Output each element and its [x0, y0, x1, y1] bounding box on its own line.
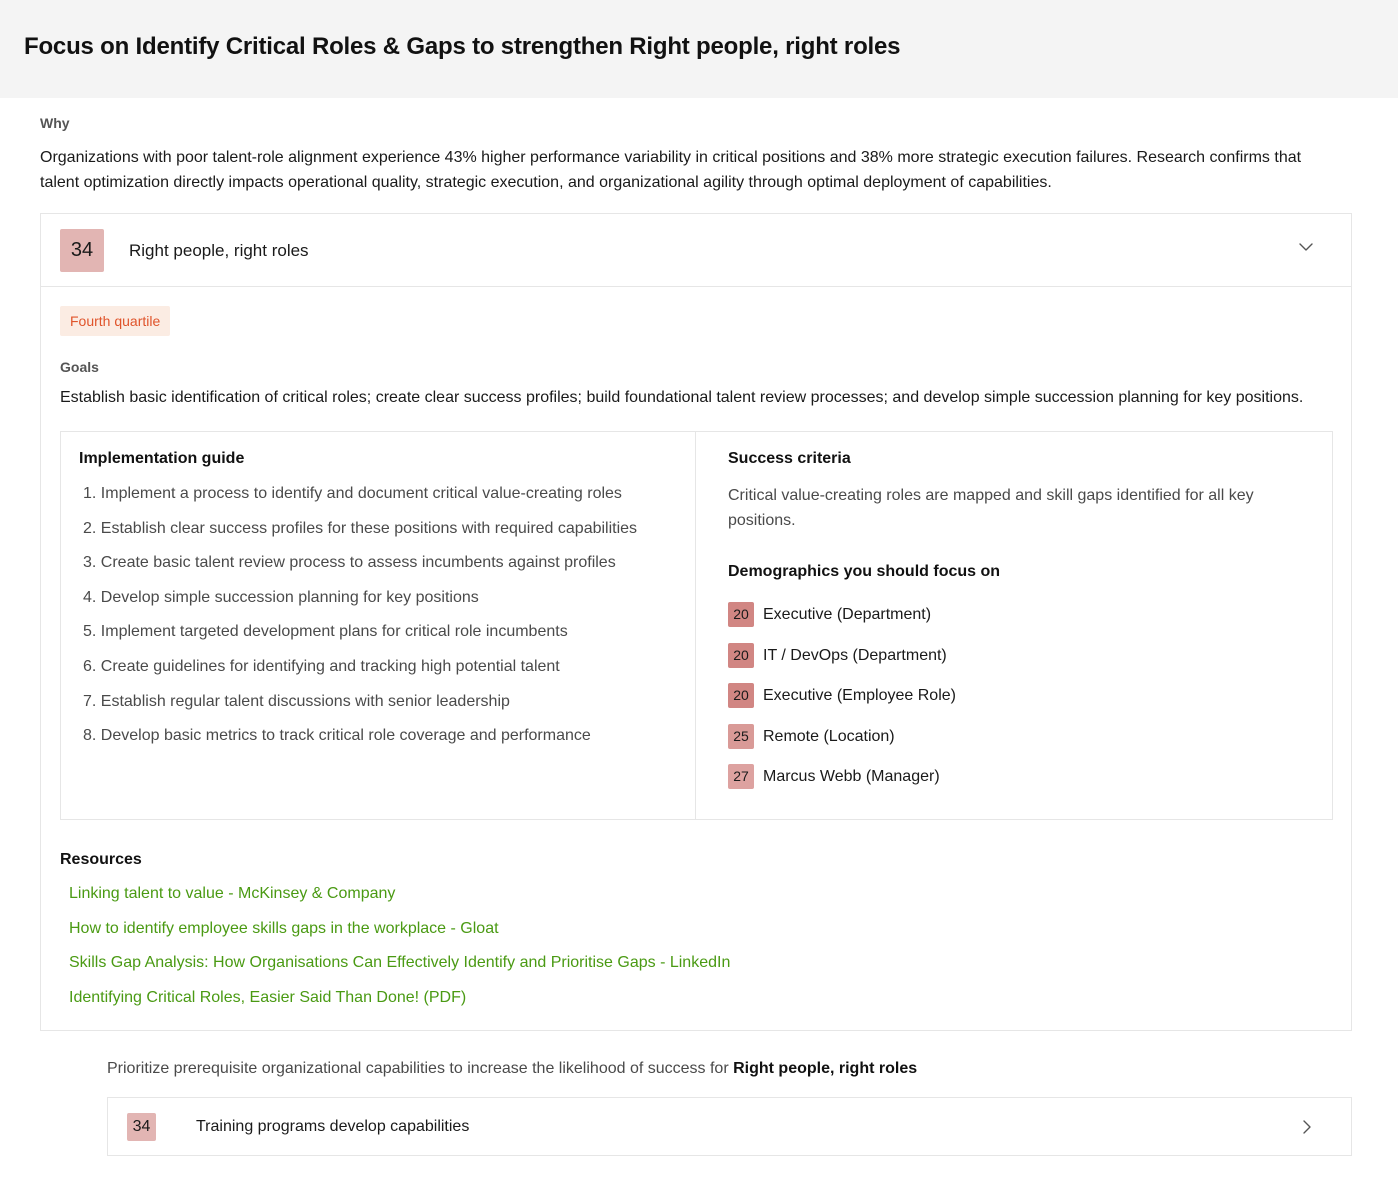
demographic-score: 20	[728, 602, 754, 627]
prerequisite-text	[107, 1060, 917, 1078]
implementation-heading: Implementation guide	[79, 450, 245, 467]
why-text: Organizations with poor talent-role alignment experience 43% higher performance variability in critical positions and 38% more strategic execution failures. Research confirms that talent optimization directly impacts operational quality, strategic execution, and organizational agility through optimal deployment of capabilities.	[40, 149, 1302, 191]
implementation-step: 8. Develop basic metrics to track critical role coverage and performance	[83, 727, 591, 745]
details-panel	[60, 431, 1333, 820]
score-badge: 34	[60, 229, 104, 272]
demographic-label: Remote (Location)	[763, 727, 895, 745]
capability-card-header[interactable]	[41, 214, 1351, 287]
success-criteria	[696, 432, 1332, 819]
demographic-score: 25	[728, 724, 754, 749]
implementation-step: 5. Implement targeted development plans for critical role incumbents	[83, 623, 568, 641]
demographic-label: IT / DevOps (Department)	[763, 646, 947, 664]
success-heading: Success criteria	[728, 450, 851, 467]
chevron-down-icon[interactable]	[1297, 238, 1315, 256]
demographic-score: 20	[728, 643, 754, 668]
implementation-steps	[83, 484, 637, 761]
demographic-label: Executive (Employee Role)	[763, 687, 956, 704]
implementation-step: 2. Establish clear success profiles for these positions with required capabilities	[83, 519, 638, 537]
implementation-step: 4. Develop simple succession planning for key positions	[83, 588, 479, 606]
score-badge: 34	[127, 1113, 156, 1141]
prerequisite-lead: Prioritize prerequisite organizational capabilities to increase the likelihood of success for	[107, 1060, 734, 1077]
quartile-badge: Fourth quartile	[60, 306, 170, 336]
demographic-item	[728, 602, 956, 643]
prerequisite-title: Training programs develop capabilities	[196, 1118, 470, 1135]
resources-list	[69, 884, 730, 1022]
demographic-item	[728, 724, 956, 765]
implementation-step: 3. Create basic talent review process to assess incumbents against profiles	[83, 554, 616, 572]
resource-link[interactable]: Skills Gap Analysis: How Organisations Can Effectively Identify and Prioritise Gaps - LinkedIn	[69, 954, 731, 972]
page-title: Focus on Identify Critical Roles & Gaps to strengthen Right people, right roles	[24, 33, 901, 60]
prerequisite-emphasis: Right people, right roles	[733, 1060, 918, 1077]
demographic-score: 20	[728, 683, 754, 708]
implementation-step: 1. Implement a process to identify and document critical value-creating roles	[83, 485, 622, 502]
demographics-list	[728, 602, 956, 805]
why-label: Why	[40, 115, 70, 131]
implementation-step: 7. Establish regular talent discussions with senior leadership	[83, 692, 510, 710]
resource-link[interactable]: Linking talent to value - McKinsey & Company	[69, 885, 396, 902]
implementation-guide	[61, 432, 696, 819]
demographic-label: Executive (Department)	[763, 606, 932, 623]
resources-heading: Resources	[60, 851, 142, 868]
resource-link[interactable]: Identifying Critical Roles, Easier Said Than Done! (PDF)	[69, 988, 467, 1006]
chevron-right-icon[interactable]	[1298, 1118, 1316, 1136]
page-header	[0, 0, 1398, 98]
prerequisite-card[interactable]	[107, 1097, 1352, 1156]
demographic-item	[728, 764, 956, 805]
goals-text: Establish basic identification of critical roles; create clear success profiles; build foundational talent review processes; and develop simple succession planning for key positions.	[60, 389, 1304, 406]
demographic-label: Marcus Webb (Manager)	[763, 768, 940, 785]
demographic-item	[728, 683, 956, 724]
success-text: Critical value-creating roles are mapped and skill gaps identified for all key positions.	[728, 487, 1254, 529]
demographic-score: 27	[728, 764, 754, 789]
capability-card	[40, 213, 1352, 1031]
capability-title: Right people, right roles	[129, 241, 309, 260]
resource-link[interactable]: How to identify employee skills gaps in the workplace - Gloat	[69, 919, 499, 937]
implementation-step: 6. Create guidelines for identifying and tracking high potential talent	[83, 657, 560, 675]
demographic-item	[728, 643, 956, 684]
demographics-heading: Demographics you should focus on	[728, 563, 1001, 580]
goals-label: Goals	[60, 359, 99, 375]
